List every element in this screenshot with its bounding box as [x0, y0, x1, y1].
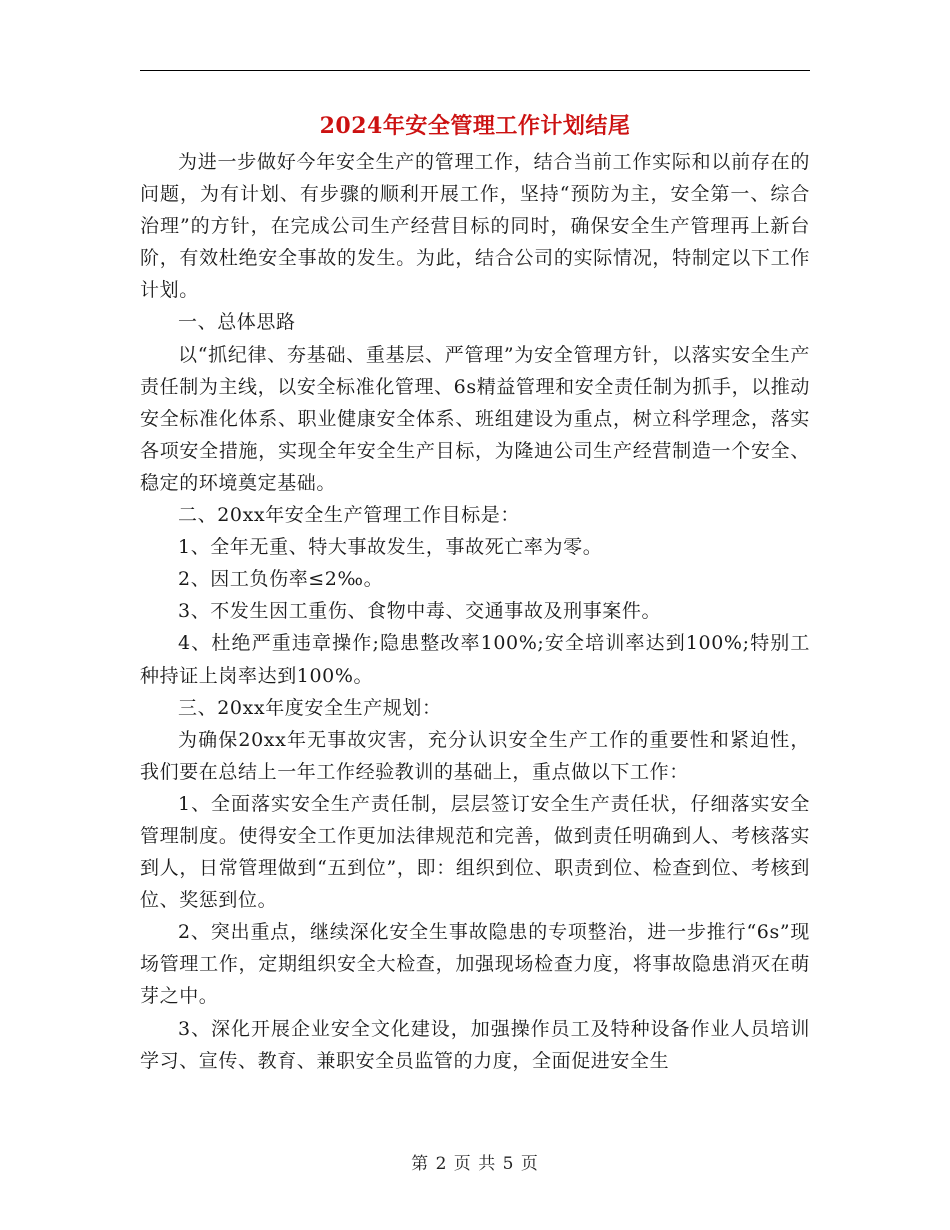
heading-goals: 二、20xx年安全生产管理工作目标是：: [178, 504, 521, 527]
paragraph-intro: 为进一步做好今年安全生产的管理工作，结合当前工作实际和以前存在的问题，为有计划、有步骤的顺利开展工作，坚持“预防为主，安全第一、综合治理”的方针，在完成公司生产经营目标的同时，确保安全生产管理再上新台阶，有效杜绝安全事故的发生。为此，结合公司的实际情况，特制定以下工作计划。: [140, 151, 810, 302]
goal-item-1: 1、全年无重、特大事故发生，事故死亡率为零。: [178, 536, 603, 559]
document-body: [140, 146, 810, 1077]
plan-item-3: 3、深化开展企业安全文化建设，加强操作员工及特种设备作业人员培训学习、宣传、教育、兼职安全员监管的力度，全面促进安全生: [140, 1017, 810, 1072]
goal-item-3: 3、不发生因工重伤、食物中毒、交通事故及刑事案件。: [178, 600, 662, 623]
paragraph-plan-intro: 为确保20xx年无事故灾害，充分认识安全生产工作的重要性和紧迫性，我们要在总结上一年工作经验教训的基础上，重点做以下工作：: [140, 728, 810, 783]
document-title: 2024年安全管理工作计划结尾: [319, 113, 631, 139]
plan-item-1: 1、全面落实安全生产责任制，层层签订安全生产责任状，仔细落实安全管理制度。使得安全工作更加法律规范和完善，做到责任明确到人、考核落实到人，日常管理做到“五到位”，即：组织到位、职责到位、检查到位、考核到位、奖惩到位。: [140, 792, 810, 912]
goal-item-2: 2、因工负伤率≤2‰。: [178, 568, 384, 591]
goal-item-4: 4、杜绝严重违章操作;隐患整改率100%;安全培训率达到100%;特别工种持证上岗率达到100%。: [140, 632, 810, 687]
heading-plan: 三、20xx年度安全生产规划：: [178, 696, 442, 719]
page-number-footer: 第 2 页 共 5 页: [411, 1154, 539, 1174]
paragraph-approach: 以“抓纪律、夯基础、重基层、严管理”为安全管理方针，以落实安全生产责任制为主线，以安全标准化管理、6s精益管理和安全责任制为抓手，以推动安全标准化体系、职业健康安全体系、班组建设为重点，树立科学理念，落实各项安全措施，实现全年安全生产目标，为隆迪公司生产经营制造一个安全、稳定的环境奠定基础。: [140, 343, 810, 494]
header-rule: [140, 70, 810, 71]
heading-overall-approach: 一、总体思路: [178, 311, 296, 334]
plan-item-2: 2、突出重点，继续深化安全生事故隐患的专项整治，进一步推行“6s”现场管理工作，定期组织安全大检查，加强现场检查力度，将事故隐患消灭在萌芽之中。: [140, 921, 810, 1008]
